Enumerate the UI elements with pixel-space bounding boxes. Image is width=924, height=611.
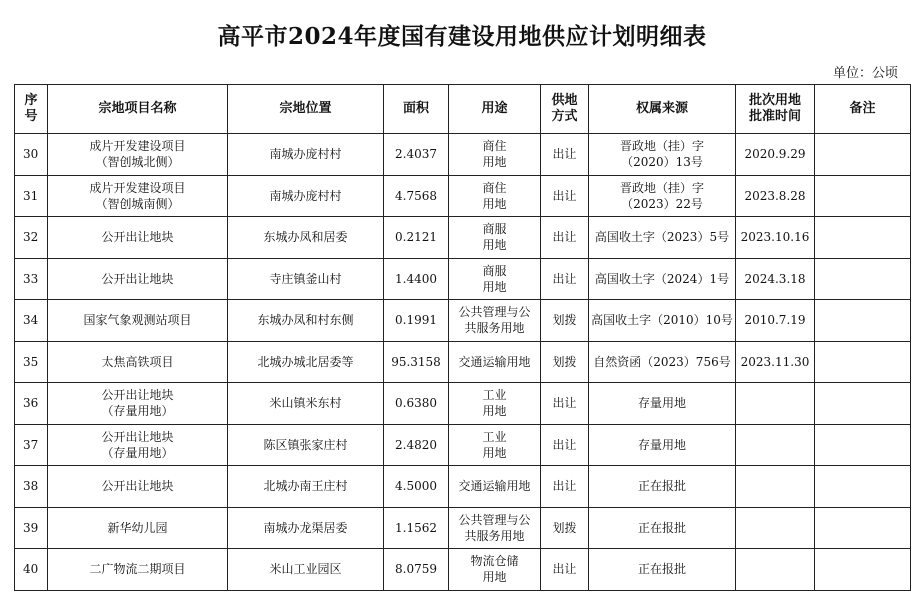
cell-usage: 商服 用地 [449,258,541,300]
table-row [15,217,911,259]
cell-remarks [815,549,911,591]
header-seq: 序 号 [15,85,48,134]
cell-approval-date: 2010.7.19 [736,300,815,342]
cell-location: 寺庄镇釜山村 [228,258,384,300]
header-area: 面积 [384,85,449,134]
cell-remarks [815,134,911,176]
cell-approval-date: 2023.11.30 [736,341,815,383]
cell-remarks [815,383,911,425]
cell-supply-method: 出让 [541,466,589,508]
header-approval-date: 批次用地 批准时间 [736,85,815,134]
table-row [15,134,911,176]
cell-approval-date: 2023.8.28 [736,175,815,217]
cell-ownership-source: 高国收土字（2023）5号 [589,217,736,259]
table-row [15,341,911,383]
cell-usage: 商住 用地 [449,175,541,217]
unit-label: 单位：公顷 [832,66,898,81]
table-row [15,300,911,342]
cell-area: 1.1562 [384,507,449,549]
header-project-name: 宗地项目名称 [48,85,228,134]
table-row [15,466,911,508]
cell-area: 8.0759 [384,549,449,591]
cell-seq: 38 [15,466,48,508]
cell-ownership-source: 高国收土字（2010）10号 [589,300,736,342]
cell-seq: 35 [15,341,48,383]
cell-supply-method: 出让 [541,217,589,259]
cell-approval-date: 2024.3.18 [736,258,815,300]
table-header-row [15,85,911,134]
cell-remarks [815,424,911,466]
cell-project-name: 太焦高铁项目 [48,341,228,383]
cell-usage: 物流仓储 用地 [449,549,541,591]
cell-usage: 公共管理与公 共服务用地 [449,300,541,342]
cell-remarks [815,258,911,300]
cell-project-name: 公开出让地块 [48,466,228,508]
cell-location: 南城办庞村村 [228,175,384,217]
cell-seq: 30 [15,134,48,176]
cell-supply-method: 划拨 [541,507,589,549]
cell-area: 4.5000 [384,466,449,508]
cell-supply-method: 出让 [541,134,589,176]
cell-location: 米山镇米东村 [228,383,384,425]
table-row [15,507,911,549]
cell-ownership-source: 正在报批 [589,466,736,508]
cell-area: 0.1991 [384,300,449,342]
land-supply-table [14,84,911,591]
cell-ownership-source: 存量用地 [589,424,736,466]
cell-seq: 33 [15,258,48,300]
cell-remarks [815,507,911,549]
cell-seq: 40 [15,549,48,591]
cell-supply-method: 划拨 [541,341,589,383]
cell-ownership-source: 存量用地 [589,383,736,425]
cell-remarks [815,341,911,383]
cell-approval-date [736,424,815,466]
cell-approval-date: 2020.9.29 [736,134,815,176]
cell-seq: 39 [15,507,48,549]
cell-usage: 工业 用地 [449,383,541,425]
cell-remarks [815,466,911,508]
cell-project-name: 新华幼儿园 [48,507,228,549]
cell-usage: 商服 用地 [449,217,541,259]
cell-remarks [815,217,911,259]
cell-location: 南城办庞村村 [228,134,384,176]
header-ownership-source: 权属来源 [589,85,736,134]
cell-ownership-source: 正在报批 [589,507,736,549]
cell-location: 米山工业园区 [228,549,384,591]
cell-location: 东城办凤和村东侧 [228,300,384,342]
cell-seq: 37 [15,424,48,466]
cell-seq: 31 [15,175,48,217]
cell-usage: 交通运输用地 [449,466,541,508]
cell-location: 北城办城北居委等 [228,341,384,383]
cell-approval-date [736,466,815,508]
cell-usage: 工业 用地 [449,424,541,466]
header-remarks: 备注 [815,85,911,134]
cell-project-name: 二广物流二期项目 [48,549,228,591]
cell-supply-method: 划拨 [541,300,589,342]
cell-location: 南城办龙渠居委 [228,507,384,549]
cell-approval-date [736,383,815,425]
cell-project-name: 国家气象观测站项目 [48,300,228,342]
cell-usage: 公共管理与公 共服务用地 [449,507,541,549]
cell-area: 0.2121 [384,217,449,259]
cell-seq: 34 [15,300,48,342]
cell-supply-method: 出让 [541,258,589,300]
cell-area: 4.7568 [384,175,449,217]
cell-area: 2.4820 [384,424,449,466]
cell-ownership-source: 高国收土字（2024）1号 [589,258,736,300]
cell-usage: 商住 用地 [449,134,541,176]
cell-area: 0.6380 [384,383,449,425]
cell-ownership-source: 自然资函（2023）756号 [589,341,736,383]
cell-project-name: 成片开发建设项目 （智创城北侧） [48,134,228,176]
table-row [15,175,911,217]
cell-supply-method: 出让 [541,175,589,217]
cell-approval-date [736,507,815,549]
header-supply-method: 供地 方式 [541,85,589,134]
cell-approval-date [736,549,815,591]
cell-area: 95.3158 [384,341,449,383]
cell-supply-method: 出让 [541,424,589,466]
table-row [15,383,911,425]
cell-seq: 36 [15,383,48,425]
page-title: 高平市2024年度国有建设用地供应计划明细表 [217,23,707,50]
header-location: 宗地位置 [228,85,384,134]
table-row [15,424,911,466]
cell-area: 1.4400 [384,258,449,300]
cell-location: 陈区镇张家庄村 [228,424,384,466]
cell-project-name: 公开出让地块 （存量用地） [48,383,228,425]
cell-project-name: 成片开发建设项目 （智创城南侧） [48,175,228,217]
cell-location: 北城办南王庄村 [228,466,384,508]
cell-ownership-source: 正在报批 [589,549,736,591]
cell-location: 东城办凤和居委 [228,217,384,259]
table-row [15,258,911,300]
header-usage: 用途 [449,85,541,134]
cell-area: 2.4037 [384,134,449,176]
table-row [15,549,911,591]
cell-approval-date: 2023.10.16 [736,217,815,259]
cell-ownership-source: 晋政地（挂）字 （2020）13号 [589,134,736,176]
cell-supply-method: 出让 [541,383,589,425]
cell-project-name: 公开出让地块 [48,217,228,259]
cell-supply-method: 出让 [541,549,589,591]
cell-usage: 交通运输用地 [449,341,541,383]
cell-remarks [815,300,911,342]
cell-seq: 32 [15,217,48,259]
cell-project-name: 公开出让地块 （存量用地） [48,424,228,466]
cell-ownership-source: 晋政地（挂）字 （2023）22号 [589,175,736,217]
cell-remarks [815,175,911,217]
cell-project-name: 公开出让地块 [48,258,228,300]
